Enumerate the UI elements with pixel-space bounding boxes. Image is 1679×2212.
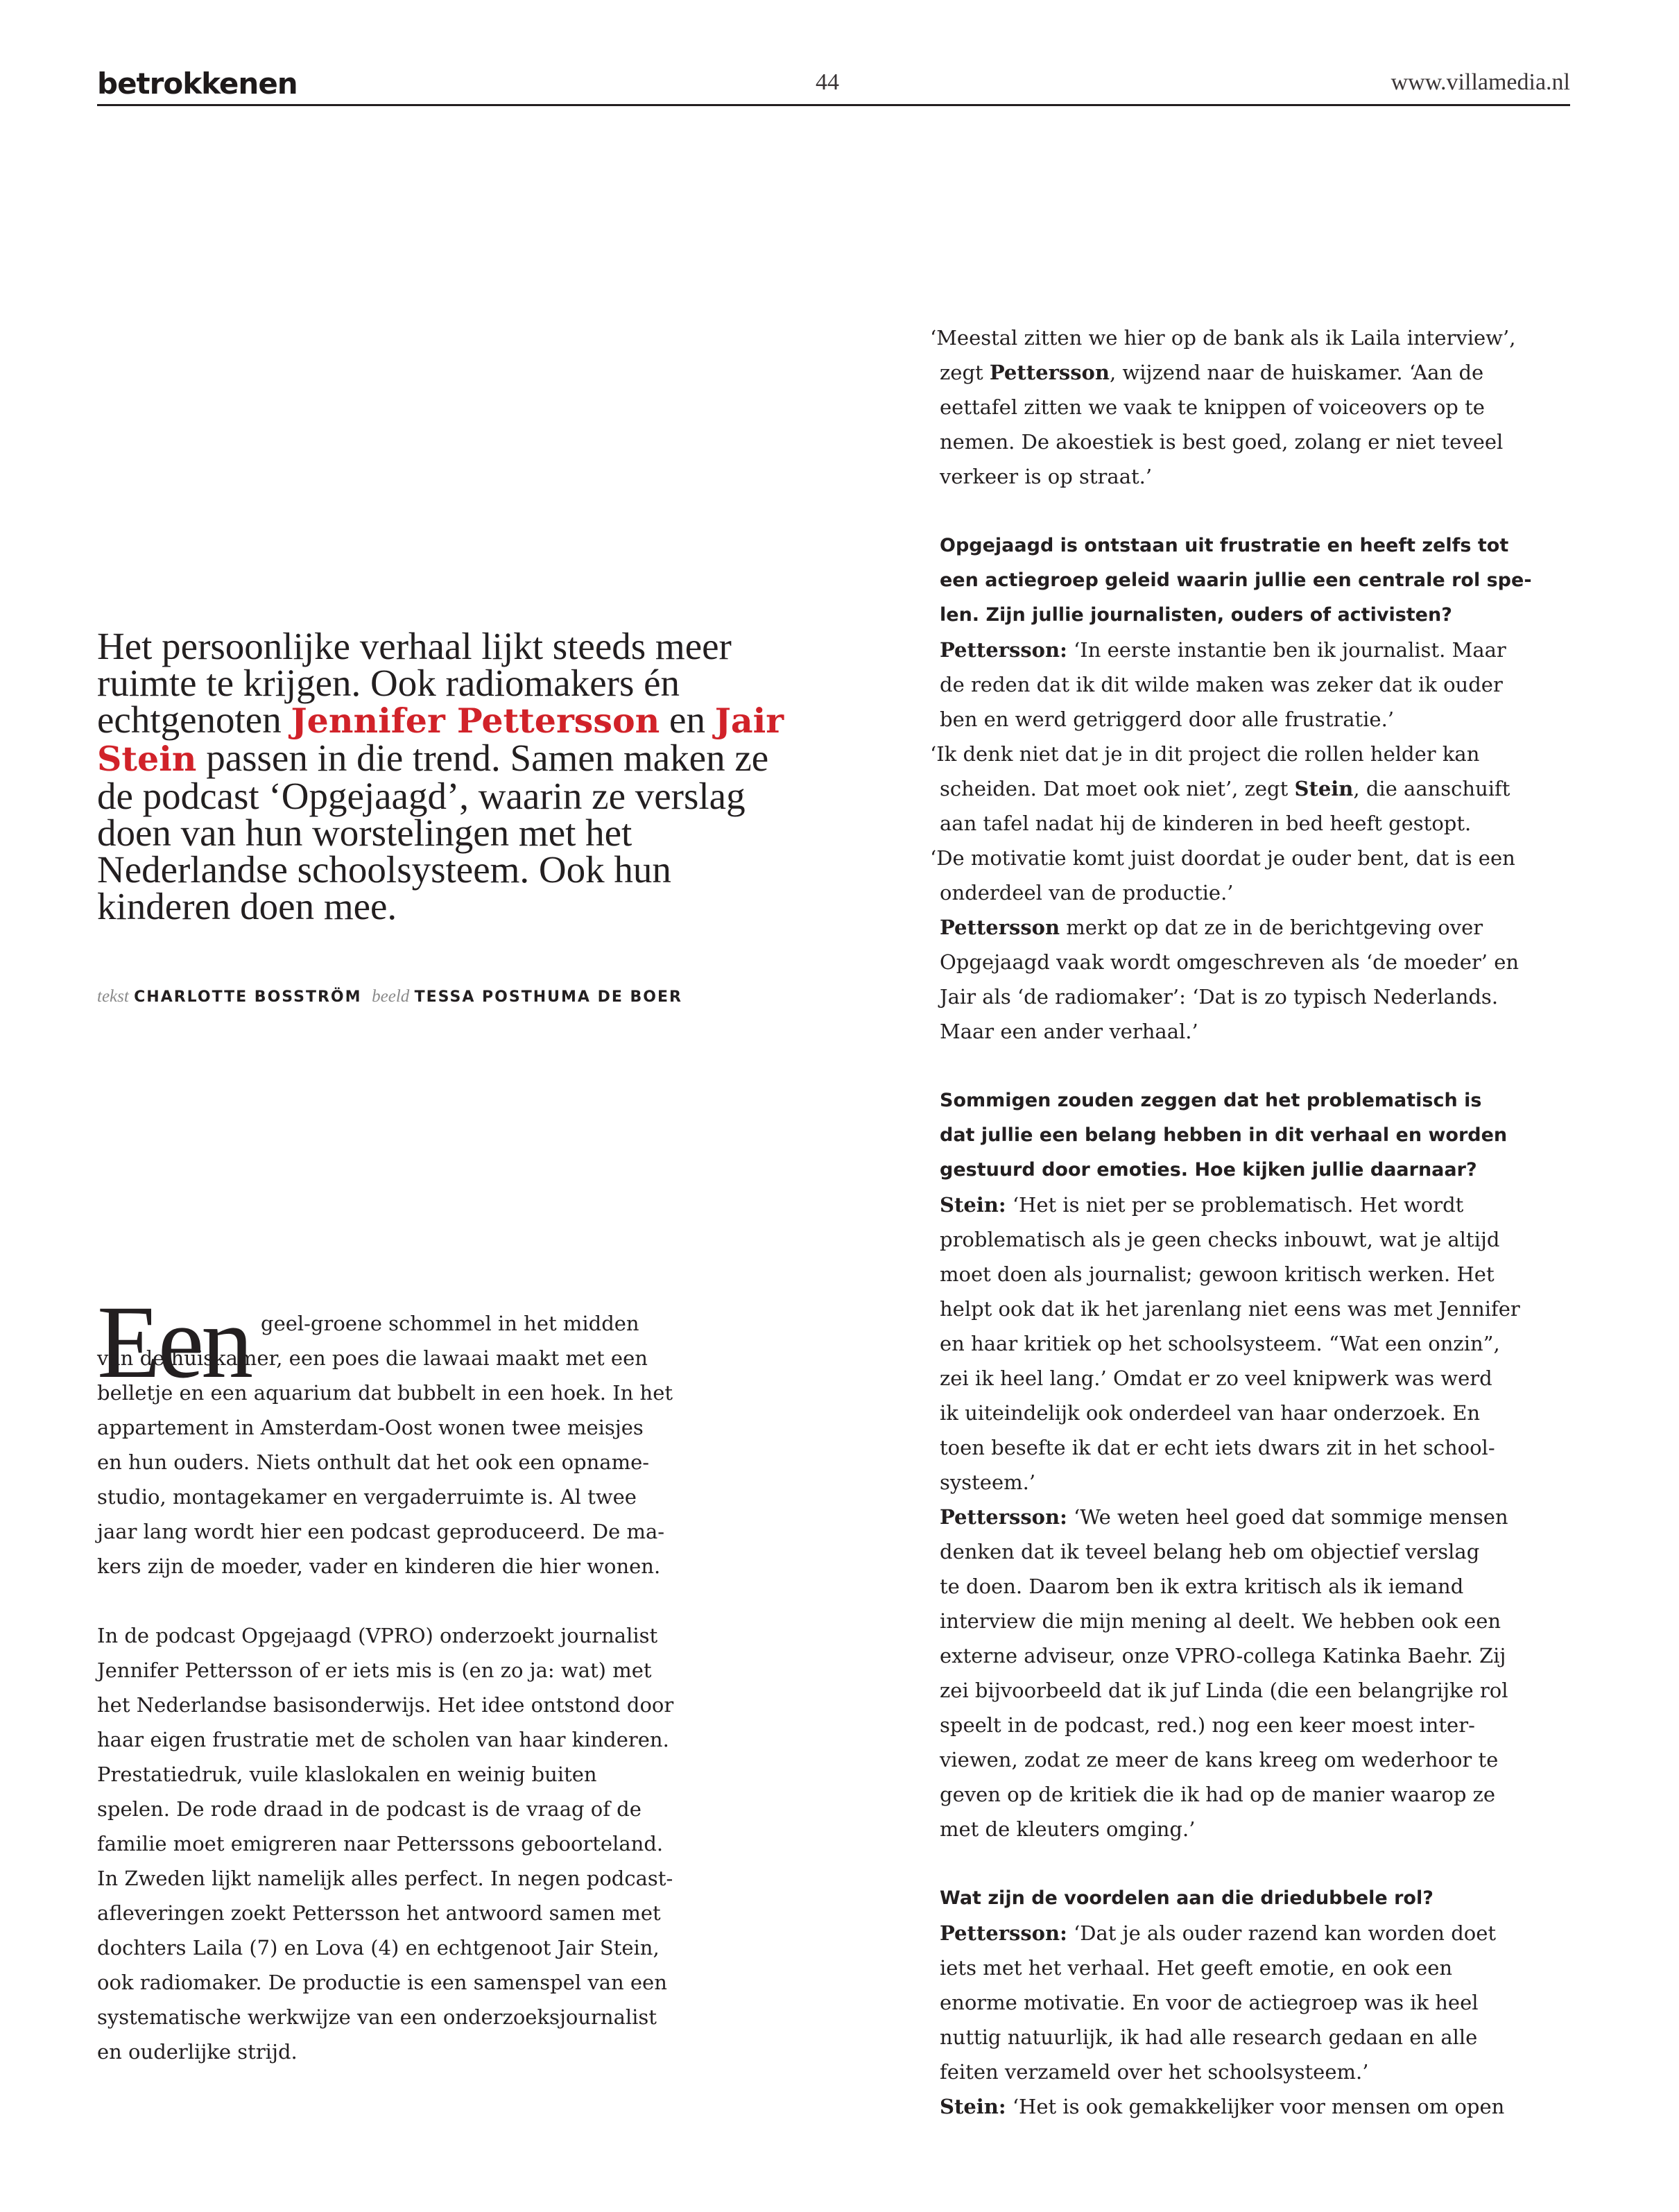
text-line: en haar kritiek op het schoolsysteem. “Wat een onzin”, bbox=[940, 1332, 1500, 1355]
question-2 bbox=[940, 1083, 1564, 1188]
speaker-name: Stein bbox=[1294, 777, 1354, 800]
speaker-name: Pettersson bbox=[940, 916, 1060, 939]
text-line: ‘Ik denk niet dat je in dit project die rollen helder kan bbox=[930, 742, 1480, 766]
text-line: iets met het verhaal. Het geeft emotie, en ook een bbox=[940, 1956, 1453, 1980]
text-fragment: scheiden. Dat moet ook niet’, zegt bbox=[940, 777, 1295, 800]
text-fragment: zegt bbox=[940, 361, 990, 384]
text-line: verkeer is op straat.’ bbox=[940, 465, 1153, 488]
speaker-label: Pettersson: bbox=[940, 1505, 1067, 1529]
text-line: en hun ouders. Niets onthult dat het ook een opname- bbox=[97, 1450, 650, 1474]
text-line: spelen. De rode draad in de podcast is de vraag of de bbox=[97, 1797, 642, 1821]
text-line: de reden dat ik dit wilde maken was zeker dat ik ouder bbox=[940, 673, 1503, 696]
byline-text-label: tekst bbox=[97, 987, 129, 1006]
text-fragment: , die aanschuift bbox=[1353, 777, 1510, 800]
text-line: zei bijvoorbeeld dat ik juf Linda (die een belangrijke rol bbox=[940, 1679, 1508, 1702]
text-line: moet doen als journalist; gewoon kritisch werken. Het bbox=[940, 1262, 1495, 1286]
text-line: kers zijn de moeder, vader en kinderen die hier wonen. bbox=[97, 1554, 661, 1578]
text-line: Opgejaagd vaak wordt omgeschreven als ‘de moeder’ en bbox=[940, 950, 1519, 974]
text-line: dochters Laila (7) en Lova (4) en echtgenoot Jair Stein, bbox=[97, 1936, 660, 1960]
question-line: gestuurd door emoties. Hoe kijken jullie daarnaar? bbox=[940, 1159, 1477, 1181]
page-number: 44 bbox=[816, 69, 839, 95]
text-line: helpt ook dat ik het jarenlang niet eens was met Jennifer bbox=[940, 1297, 1520, 1321]
text-line: studio, montagekamer en vergaderruimte is. Al twee bbox=[97, 1485, 637, 1509]
text-line: jaar lang wordt hier een podcast geproduceerd. De ma- bbox=[97, 1520, 665, 1543]
speaker-label: Stein: bbox=[940, 2095, 1006, 2118]
byline-author: CHARLOTTE BOSSTRÖM bbox=[134, 988, 362, 1006]
text-line: belletje en een aquarium dat bubbelt in een hoek. In het bbox=[97, 1381, 673, 1405]
text-line: met de kleuters omging.’ bbox=[940, 1817, 1196, 1841]
text-line: geel-groene schommel in het midden bbox=[261, 1312, 639, 1335]
paragraph-opening bbox=[97, 1306, 707, 1584]
question-1 bbox=[940, 529, 1564, 633]
page-header bbox=[97, 64, 1570, 106]
question-3 bbox=[940, 1881, 1564, 1916]
text-fragment: , wijzend naar de huiskamer. ‘Aan de bbox=[1109, 361, 1484, 384]
left-column bbox=[97, 1306, 707, 2069]
text-line: eettafel zitten we vaak te knippen of voiceovers op te bbox=[940, 395, 1485, 419]
answer-1 bbox=[930, 633, 1564, 1049]
text-line: In Zweden lijkt namelijk alles perfect. In negen podcast- bbox=[97, 1867, 673, 1890]
site-url[interactable]: www.villamedia.nl bbox=[1390, 69, 1570, 95]
paragraph-podcast bbox=[97, 1618, 707, 2069]
text-line: enorme motivatie. En voor de actiegroep was ik heel bbox=[940, 1991, 1479, 2014]
text-line: Jennifer Pettersson of er iets mis is (en zo ja: wat) met bbox=[97, 1658, 652, 1682]
text-line: systematische werkwijze van een onderzoeksjournalist bbox=[97, 2005, 657, 2029]
answer-3 bbox=[940, 1916, 1564, 2124]
text-line: en ouderlijke strijd. bbox=[97, 2040, 298, 2064]
text-fragment: ‘Het is niet per se problematisch. Het wordt bbox=[1006, 1193, 1464, 1217]
text-fragment: merkt op dat ze in de berichtgeving over bbox=[1060, 916, 1483, 939]
text-line: familie moet emigreren naar Petterssons geboorteland. bbox=[97, 1832, 664, 1855]
text-line: problematisch als je geen checks inbouwt, wat je altijd bbox=[940, 1228, 1500, 1251]
question-line: een actiegroep geleid waarin jullie een centrale rol spe- bbox=[940, 569, 1532, 591]
text-line: te doen. Daarom ben ik extra kritisch als ik iemand bbox=[940, 1575, 1464, 1598]
text-line: toen besefte ik dat er echt iets dwars zit in het school- bbox=[940, 1436, 1495, 1459]
text-line: Prestatiedruk, vuile klaslokalen en weinig buiten bbox=[97, 1763, 597, 1786]
intro-name-jennifer: Jennifer Pettersson bbox=[291, 701, 660, 741]
text-fragment: ‘In eerste instantie ben ik journalist. Maar bbox=[1067, 638, 1506, 662]
intro-text-2: en bbox=[660, 698, 715, 741]
text-fragment: ‘Dat je als ouder razend kan worden doet bbox=[1067, 1921, 1497, 1945]
text-line: systeem.’ bbox=[940, 1471, 1036, 1494]
byline bbox=[97, 987, 682, 1006]
text-line: nemen. De akoestiek is best goed, zolang er niet teveel bbox=[940, 430, 1504, 454]
byline-photographer: TESSA POSTHUMA DE BOER bbox=[414, 988, 682, 1006]
text-fragment: ‘Het is ook gemakkelijker voor mensen om open bbox=[1006, 2095, 1505, 2118]
text-line: aan tafel nadat hij de kinderen in bed heeft gestopt. bbox=[940, 812, 1472, 835]
text-line: nuttig natuurlijk, ik had alle research gedaan en alle bbox=[940, 2025, 1478, 2049]
question-line: len. Zijn jullie journalisten, ouders of activisten? bbox=[940, 604, 1452, 626]
text-line: Maar een ander verhaal.’ bbox=[940, 1020, 1198, 1043]
article-intro bbox=[97, 625, 791, 927]
text-line: In de podcast Opgejaagd (VPRO) onderzoekt journalist bbox=[97, 1624, 658, 1647]
question-line: dat jullie een belang hebben in dit verhaal en worden bbox=[940, 1124, 1508, 1146]
answer-2 bbox=[940, 1188, 1564, 1846]
text-line: Jair als ‘de radiomaker’: ‘Dat is zo typisch Nederlands. bbox=[940, 985, 1499, 1009]
text-line: externe adviseur, onze VPRO-collega Katinka Baehr. Zij bbox=[940, 1644, 1506, 1667]
text-line: haar eigen frustratie met de scholen van haar kinderen. bbox=[97, 1728, 669, 1751]
text-line: feiten verzameld over het schoolsysteem.’ bbox=[940, 2060, 1369, 2084]
paragraph-bank bbox=[930, 320, 1564, 494]
byline-image-label: beeld bbox=[372, 987, 410, 1006]
text-line: het Nederlandse basisonderwijs. Het idee ontstond door bbox=[97, 1693, 674, 1717]
speaker-label: Stein: bbox=[940, 1193, 1006, 1217]
text-line: interview die mijn mening al deelt. We hebben ook een bbox=[940, 1609, 1501, 1633]
intro-name-jair: Jair Stein bbox=[97, 701, 784, 779]
text-line: ook radiomaker. De productie is een samenspel van een bbox=[97, 1971, 667, 1994]
speaker-name: Pettersson bbox=[989, 361, 1110, 384]
speaker-label: Pettersson: bbox=[940, 638, 1067, 662]
text-line: viewen, zodat ze meer de kans kreeg om wederhoor te bbox=[940, 1748, 1499, 1772]
text-line: ik uiteindelijk ook onderdeel van haar onderzoek. En bbox=[940, 1401, 1481, 1425]
text-line: ben en werd getriggerd door alle frustratie.’ bbox=[940, 708, 1395, 731]
text-line: ‘Meestal zitten we hier op de bank als ik Laila interview’, bbox=[930, 326, 1516, 350]
section-title: betrokkenen bbox=[97, 67, 298, 101]
text-line: van de huiskamer, een poes die lawaai maakt met een bbox=[97, 1346, 648, 1370]
question-line: Sommigen zouden zeggen dat het problematisch is bbox=[940, 1090, 1482, 1111]
text-fragment: ‘We weten heel goed dat sommige mensen bbox=[1067, 1505, 1508, 1529]
text-line: ‘De motivatie komt juist doordat je ouder bent, dat is een bbox=[930, 846, 1515, 870]
speaker-label: Pettersson: bbox=[940, 1921, 1067, 1945]
text-line: onderdeel van de productie.’ bbox=[940, 881, 1234, 904]
question-line: Wat zijn de voordelen aan die driedubbele rol? bbox=[940, 1887, 1433, 1909]
drop-cap: Een bbox=[97, 1285, 251, 1400]
text-line: speelt in de podcast, red.) nog een keer moest inter- bbox=[940, 1713, 1475, 1737]
intro-text-1: Het persoonlijke verhaal lijkt steeds meer ruimte te krijgen. Ook radiomakers én echtgenoten bbox=[97, 625, 732, 741]
text-line: appartement in Amsterdam-Oost wonen twee meisjes bbox=[97, 1416, 644, 1439]
text-line: geven op de kritiek die ik had op de manier waarop ze bbox=[940, 1783, 1496, 1806]
text-line: afleveringen zoekt Pettersson het antwoord samen met bbox=[97, 1901, 661, 1925]
intro-text-3: passen in die trend. Samen maken ze de podcast ‘Opgejaagd’, waarin ze verslag doen van hun worstelingen met het Nederlandse schoolsysteem. Ook hun kinderen doen mee. bbox=[97, 737, 769, 927]
question-line: Opgejaagd is ontstaan uit frustratie en heeft zelfs tot bbox=[940, 535, 1509, 556]
right-column bbox=[930, 320, 1564, 2124]
text-line: denken dat ik teveel belang heb om objectief verslag bbox=[940, 1540, 1480, 1563]
text-line: zei ik heel lang.’ Omdat er zo veel knipwerk was werd bbox=[940, 1366, 1492, 1390]
